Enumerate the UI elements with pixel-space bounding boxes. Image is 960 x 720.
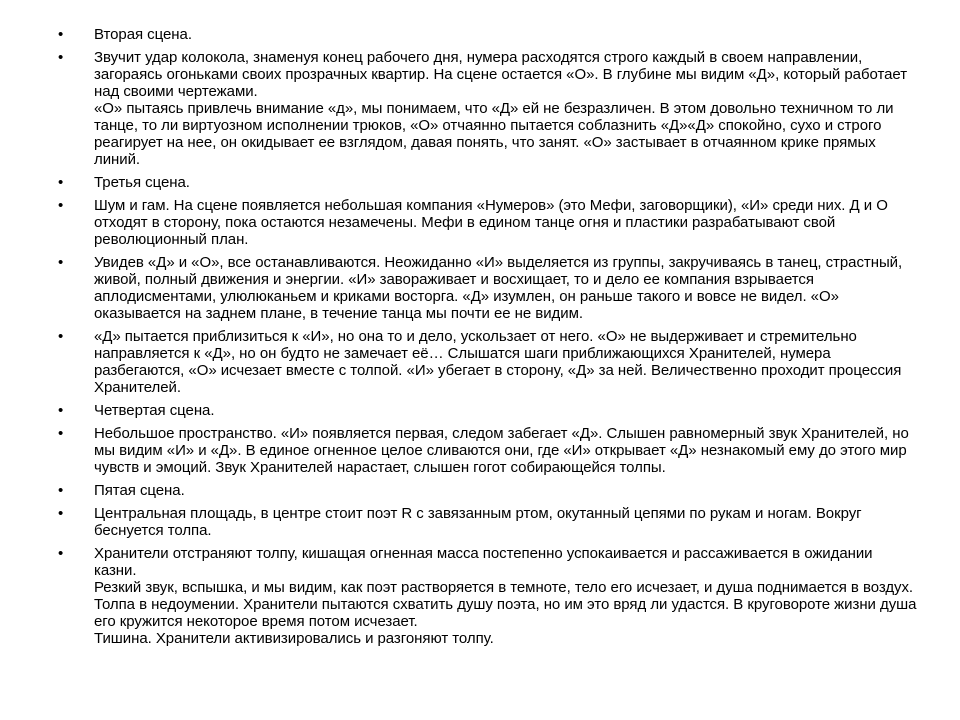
bullet-icon: • [58,26,64,43]
list-item [58,545,918,647]
bullet-icon: • [58,482,64,499]
scene-paragraph: Звучит удар колокола, знаменуя конец рабочего дня, нумера расходятся строго каждый в своем направлении, загораясь огоньками своих прозрачных квартир. На сцене остается «О». В глубине мы видим «Д», который работает над своими чертежами. «О» пытаясь привлечь внимание «д», мы понимаем, что «Д» ей не безразличен. В этом довольно техничном то ли танце, то ли виртуозном исполнении трюков, «О» отчаянно пытается соблазнить «Д»«Д» спокойно, сухо и строго реагирует на нее, он окидывает ее взглядом, давая понять, что занят. «О» застывает в отчаянном крике прямых линий. [94,49,908,168]
scene-paragraph: Небольшое пространство. «И» появляется первая, следом забегает «Д». Слышен равномерный звук Хранителей, но мы видим «И» и «Д». В единое огненное целое сливаются они, где «И» открывает «Д» незнакомый ему до этого мир чувств и эмоций. Звук Хранителей нарастает, слышен гогот собирающейся толпы. [94,425,909,476]
scene-heading: Третья сцена. [94,174,190,191]
list-item [58,402,918,419]
scene-paragraph: Увидев «Д» и «О», все останавливаются. Неожиданно «И» выделяется из группы, закручиваясь в танец, страстный, живой, полный движения и энергии. «И» завораживает и восхищает, то и дело ее компания взрывается аплодисментами, улюлюканьем и криками восторга. «Д» изумлен, он раньше такого и вовсе не видел. «О» оказывается на заднем плане, в течение танца мы почти ее не видим. [94,254,903,322]
bullet-icon: • [58,254,64,271]
list-item [58,197,918,248]
bullet-icon: • [58,49,64,66]
bullet-icon: • [58,505,64,522]
scene-heading: Четвертая сцена. [94,402,215,419]
bullet-icon: • [58,402,64,419]
scene-paragraph: «Д» пытается приблизиться к «И», но она то и дело, ускользает от него. «О» не выдерживает и стремительно направляется к «Д», но он будто не замечает её… Слышатся шаги приближающихся Хранителей, нумера разбегаются, «О» исчезает вместе с толпой. «И» убегает в сторону, «Д» за ней. Величественно проходит процессия Хранителей. [94,328,902,396]
list-item [58,254,918,322]
list-item [58,26,918,43]
list-item [58,425,918,476]
bullet-icon: • [58,425,64,442]
scene-paragraph: Центральная площадь, в центре стоит поэт R с завязанным ртом, окутанный цепями по рукам и ногам. Вокруг беснуется толпа. [94,505,862,539]
bullet-icon: • [58,328,64,345]
scene-paragraph: Хранители отстраняют толпу, кишащая огненная масса постепенно успокаивается и рассаживается в ожидании казни. Резкий звук, вспышка, и мы видим, как поэт растворяется в темноте, тело его исчезает, и душа поднимается в воздух. Толпа в недоумении. Хранители пытаются схватить душу поэта, но им это вряд ли удастся. В круговороте жизни душа его кружится некоторое время потом исчезает. Тишина. Хранители активизировались и разгоняют толпу. [94,545,917,647]
list-item [58,174,918,191]
bullet-icon: • [58,197,64,214]
list-item [58,505,918,539]
list-item [58,328,918,396]
bullet-icon: • [58,174,64,191]
scene-heading: Вторая сцена. [94,26,192,43]
scene-heading: Пятая сцена. [94,482,185,499]
list-item [58,49,918,168]
bullet-list [58,26,918,653]
scene-paragraph: Шум и гам. На сцене появляется небольшая компания «Нумеров» (это Мефи, заговорщики), «И» среди них. Д и О отходят в сторону, пока остаются незамечены. Мефи в едином танце огня и пластики разрабатывают свой революционный план. [94,197,888,248]
bullet-icon: • [58,545,64,562]
list-item [58,482,918,499]
